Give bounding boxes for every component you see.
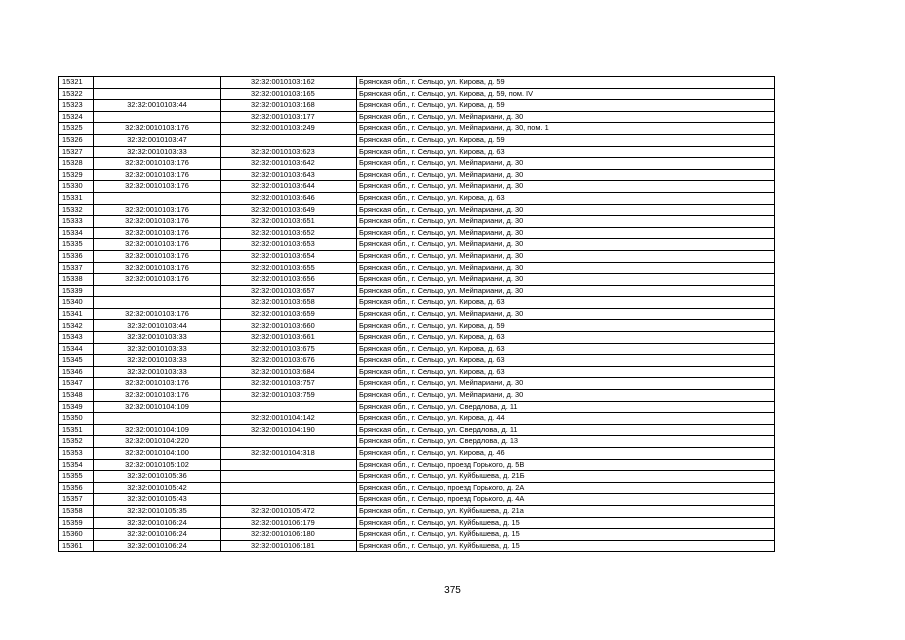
address-cell: Брянская обл., г. Сельцо, ул. Мейпариани, д. 30 bbox=[357, 390, 775, 402]
table-row bbox=[59, 77, 775, 89]
object-number-cell: 32:32:0010103:676 bbox=[221, 355, 357, 367]
row-number-cell: 15325 bbox=[59, 123, 94, 135]
address-cell: Брянская обл., г. Сельцо, ул. Кирова, д. 59 bbox=[357, 134, 775, 146]
parcel-number-cell: 32:32:0010103:176 bbox=[94, 216, 221, 228]
object-number-cell: 32:32:0010106:179 bbox=[221, 517, 357, 529]
parcel-number-cell: 32:32:0010105:102 bbox=[94, 459, 221, 471]
object-number-cell bbox=[221, 494, 357, 506]
page-number: 375 bbox=[444, 585, 461, 596]
parcel-number-cell bbox=[94, 77, 221, 89]
address-cell: Брянская обл., г. Сельцо, ул. Мейпариани, д. 30 bbox=[357, 285, 775, 297]
parcel-number-cell: 32:32:0010105:36 bbox=[94, 471, 221, 483]
address-cell: Брянская обл., г. Сельцо, ул. Кирова, д. 63 bbox=[357, 355, 775, 367]
row-number-cell: 15330 bbox=[59, 181, 94, 193]
object-number-cell: 32:32:0010103:177 bbox=[221, 111, 357, 123]
object-number-cell bbox=[221, 459, 357, 471]
parcel-number-cell: 32:32:0010103:44 bbox=[94, 320, 221, 332]
row-number-cell: 15337 bbox=[59, 262, 94, 274]
row-number-cell: 15335 bbox=[59, 239, 94, 251]
object-number-cell bbox=[221, 482, 357, 494]
table-row bbox=[59, 540, 775, 552]
table-row bbox=[59, 169, 775, 181]
row-number-cell: 15352 bbox=[59, 436, 94, 448]
address-cell: Брянская обл., г. Сельцо, ул. Мейпариани, д. 30 bbox=[357, 216, 775, 228]
address-cell: Брянская обл., г. Сельцо, ул. Мейпариани, д. 30 bbox=[357, 250, 775, 262]
table-row bbox=[59, 459, 775, 471]
table-row bbox=[59, 390, 775, 402]
parcel-number-cell: 32:32:0010103:176 bbox=[94, 262, 221, 274]
object-number-cell: 32:32:0010103:684 bbox=[221, 366, 357, 378]
row-number-cell: 15334 bbox=[59, 227, 94, 239]
row-number-cell: 15328 bbox=[59, 158, 94, 170]
cadastral-table bbox=[58, 76, 775, 552]
row-number-cell: 15359 bbox=[59, 517, 94, 529]
row-number-cell: 15327 bbox=[59, 146, 94, 158]
row-number-cell: 15342 bbox=[59, 320, 94, 332]
table-row bbox=[59, 332, 775, 344]
parcel-number-cell: 32:32:0010103:176 bbox=[94, 390, 221, 402]
object-number-cell: 32:32:0010103:649 bbox=[221, 204, 357, 216]
address-cell: Брянская обл., г. Сельцо, ул. Кирова, д. 59 bbox=[357, 320, 775, 332]
address-cell: Брянская обл., г. Сельцо, ул. Свердлова, д. 11 bbox=[357, 424, 775, 436]
row-number-cell: 15329 bbox=[59, 169, 94, 181]
row-number-cell: 15326 bbox=[59, 134, 94, 146]
parcel-number-cell: 32:32:0010106:24 bbox=[94, 540, 221, 552]
object-number-cell: 32:32:0010103:660 bbox=[221, 320, 357, 332]
row-number-cell: 15348 bbox=[59, 390, 94, 402]
table-row bbox=[59, 285, 775, 297]
row-number-cell: 15340 bbox=[59, 297, 94, 309]
object-number-cell: 32:32:0010103:653 bbox=[221, 239, 357, 251]
table-row bbox=[59, 88, 775, 100]
row-number-cell: 15350 bbox=[59, 413, 94, 425]
object-number-cell: 32:32:0010103:651 bbox=[221, 216, 357, 228]
address-cell: Брянская обл., г. Сельцо, ул. Мейпариани, д. 30 bbox=[357, 158, 775, 170]
table-row bbox=[59, 216, 775, 228]
object-number-cell: 32:32:0010103:759 bbox=[221, 390, 357, 402]
object-number-cell: 32:32:0010104:190 bbox=[221, 424, 357, 436]
address-cell: Брянская обл., г. Сельцо, ул. Кирова, д. 63 bbox=[357, 366, 775, 378]
object-number-cell: 32:32:0010103:659 bbox=[221, 308, 357, 320]
table-row bbox=[59, 297, 775, 309]
table-row bbox=[59, 123, 775, 135]
address-cell: Брянская обл., г. Сельцо, ул. Мейпариани, д. 30, пом. 1 bbox=[357, 123, 775, 135]
parcel-number-cell: 32:32:0010103:47 bbox=[94, 134, 221, 146]
object-number-cell: 32:32:0010103:652 bbox=[221, 227, 357, 239]
address-cell: Брянская обл., г. Сельцо, ул. Мейпариани, д. 30 bbox=[357, 227, 775, 239]
object-number-cell: 32:32:0010103:661 bbox=[221, 332, 357, 344]
address-cell: Брянская обл., г. Сельцо, ул. Мейпариани, д. 30 bbox=[357, 169, 775, 181]
address-cell: Брянская обл., г. Сельцо, ул. Кирова, д. 63 bbox=[357, 332, 775, 344]
parcel-number-cell: 32:32:0010105:42 bbox=[94, 482, 221, 494]
table-row bbox=[59, 239, 775, 251]
address-cell: Брянская обл., г. Сельцо, проезд Горького, д. 2А bbox=[357, 482, 775, 494]
parcel-number-cell: 32:32:0010104:109 bbox=[94, 424, 221, 436]
row-number-cell: 15321 bbox=[59, 77, 94, 89]
table-row bbox=[59, 262, 775, 274]
object-number-cell: 32:32:0010103:643 bbox=[221, 169, 357, 181]
object-number-cell: 32:32:0010103:658 bbox=[221, 297, 357, 309]
parcel-number-cell: 32:32:0010103:33 bbox=[94, 343, 221, 355]
parcel-number-cell: 32:32:0010103:33 bbox=[94, 332, 221, 344]
row-number-cell: 15346 bbox=[59, 366, 94, 378]
row-number-cell: 15355 bbox=[59, 471, 94, 483]
table-row bbox=[59, 111, 775, 123]
row-number-cell: 15344 bbox=[59, 343, 94, 355]
row-number-cell: 15358 bbox=[59, 505, 94, 517]
table-row bbox=[59, 308, 775, 320]
row-number-cell: 15333 bbox=[59, 216, 94, 228]
address-cell: Брянская обл., г. Сельцо, проезд Горького, д. 4А bbox=[357, 494, 775, 506]
parcel-number-cell: 32:32:0010103:176 bbox=[94, 169, 221, 181]
table-row bbox=[59, 471, 775, 483]
object-number-cell bbox=[221, 134, 357, 146]
row-number-cell: 15360 bbox=[59, 529, 94, 541]
parcel-number-cell: 32:32:0010104:100 bbox=[94, 448, 221, 460]
address-cell: Брянская обл., г. Сельцо, ул. Кирова, д. 59 bbox=[357, 100, 775, 112]
object-number-cell: 32:32:0010106:181 bbox=[221, 540, 357, 552]
table-row bbox=[59, 424, 775, 436]
table-row bbox=[59, 529, 775, 541]
address-cell: Брянская обл., г. Сельцо, ул. Куйбышева, д. 15 bbox=[357, 540, 775, 552]
object-number-cell: 32:32:0010104:142 bbox=[221, 413, 357, 425]
address-cell: Брянская обл., г. Сельцо, ул. Куйбышева, д. 15 bbox=[357, 529, 775, 541]
table-row bbox=[59, 448, 775, 460]
parcel-number-cell bbox=[94, 111, 221, 123]
parcel-number-cell: 32:32:0010103:176 bbox=[94, 308, 221, 320]
object-number-cell bbox=[221, 401, 357, 413]
parcel-number-cell: 32:32:0010105:43 bbox=[94, 494, 221, 506]
object-number-cell bbox=[221, 436, 357, 448]
row-number-cell: 15351 bbox=[59, 424, 94, 436]
address-cell: Брянская обл., г. Сельцо, ул. Кирова, д. 44 bbox=[357, 413, 775, 425]
address-cell: Брянская обл., г. Сельцо, ул. Кирова, д. 63 bbox=[357, 192, 775, 204]
address-cell: Брянская обл., г. Сельцо, ул. Мейпариани, д. 30 bbox=[357, 378, 775, 390]
object-number-cell: 32:32:0010103:644 bbox=[221, 181, 357, 193]
row-number-cell: 15336 bbox=[59, 250, 94, 262]
object-number-cell: 32:32:0010103:675 bbox=[221, 343, 357, 355]
table-row bbox=[59, 227, 775, 239]
address-cell: Брянская обл., г. Сельцо, ул. Куйбышева, д. 21а bbox=[357, 505, 775, 517]
table-row bbox=[59, 517, 775, 529]
object-number-cell: 32:32:0010103:623 bbox=[221, 146, 357, 158]
row-number-cell: 15341 bbox=[59, 308, 94, 320]
object-number-cell: 32:32:0010103:646 bbox=[221, 192, 357, 204]
address-cell: Брянская обл., г. Сельцо, ул. Мейпариани, д. 30 bbox=[357, 204, 775, 216]
table-row bbox=[59, 158, 775, 170]
parcel-number-cell bbox=[94, 413, 221, 425]
parcel-number-cell: 32:32:0010106:24 bbox=[94, 529, 221, 541]
row-number-cell: 15356 bbox=[59, 482, 94, 494]
row-number-cell: 15323 bbox=[59, 100, 94, 112]
parcel-number-cell: 32:32:0010103:176 bbox=[94, 250, 221, 262]
address-cell: Брянская обл., г. Сельцо, ул. Кирова, д. 63 bbox=[357, 343, 775, 355]
table-row bbox=[59, 494, 775, 506]
parcel-number-cell: 32:32:0010103:33 bbox=[94, 366, 221, 378]
parcel-number-cell: 32:32:0010104:220 bbox=[94, 436, 221, 448]
parcel-number-cell: 32:32:0010103:176 bbox=[94, 239, 221, 251]
object-number-cell: 32:32:0010105:472 bbox=[221, 505, 357, 517]
row-number-cell: 15353 bbox=[59, 448, 94, 460]
table-row bbox=[59, 146, 775, 158]
address-cell: Брянская обл., г. Сельцо, ул. Свердлова, д. 13 bbox=[357, 436, 775, 448]
table-row bbox=[59, 250, 775, 262]
table-row bbox=[59, 134, 775, 146]
table-row bbox=[59, 505, 775, 517]
parcel-number-cell: 32:32:0010103:33 bbox=[94, 146, 221, 158]
table-row bbox=[59, 436, 775, 448]
parcel-number-cell: 32:32:0010106:24 bbox=[94, 517, 221, 529]
object-number-cell: 32:32:0010103:168 bbox=[221, 100, 357, 112]
object-number-cell: 32:32:0010103:162 bbox=[221, 77, 357, 89]
address-cell: Брянская обл., г. Сельцо, ул. Кирова, д. 63 bbox=[357, 146, 775, 158]
table-row bbox=[59, 355, 775, 367]
parcel-number-cell bbox=[94, 192, 221, 204]
parcel-number-cell: 32:32:0010103:176 bbox=[94, 227, 221, 239]
parcel-number-cell bbox=[94, 285, 221, 297]
row-number-cell: 15331 bbox=[59, 192, 94, 204]
parcel-number-cell: 32:32:0010103:176 bbox=[94, 274, 221, 286]
object-number-cell: 32:32:0010103:657 bbox=[221, 285, 357, 297]
parcel-number-cell bbox=[94, 297, 221, 309]
address-cell: Брянская обл., г. Сельцо, ул. Свердлова, д. 11 bbox=[357, 401, 775, 413]
address-cell: Брянская обл., г. Сельцо, ул. Мейпариани, д. 30 bbox=[357, 111, 775, 123]
table-body bbox=[59, 77, 775, 552]
parcel-number-cell: 32:32:0010104:109 bbox=[94, 401, 221, 413]
parcel-number-cell: 32:32:0010103:176 bbox=[94, 181, 221, 193]
table-row bbox=[59, 378, 775, 390]
parcel-number-cell: 32:32:0010105:35 bbox=[94, 505, 221, 517]
table-row bbox=[59, 192, 775, 204]
address-cell: Брянская обл., г. Сельцо, ул. Кирова, д. 59 bbox=[357, 77, 775, 89]
table-row bbox=[59, 413, 775, 425]
table-row bbox=[59, 274, 775, 286]
table-row bbox=[59, 100, 775, 112]
object-number-cell: 32:32:0010106:180 bbox=[221, 529, 357, 541]
table-row bbox=[59, 343, 775, 355]
table-row bbox=[59, 204, 775, 216]
object-number-cell: 32:32:0010104:318 bbox=[221, 448, 357, 460]
parcel-number-cell: 32:32:0010103:176 bbox=[94, 378, 221, 390]
row-number-cell: 15354 bbox=[59, 459, 94, 471]
table-row bbox=[59, 366, 775, 378]
address-cell: Брянская обл., г. Сельцо, проезд Горького, д. 5В bbox=[357, 459, 775, 471]
object-number-cell: 32:32:0010103:757 bbox=[221, 378, 357, 390]
object-number-cell bbox=[221, 471, 357, 483]
row-number-cell: 15322 bbox=[59, 88, 94, 100]
parcel-number-cell bbox=[94, 88, 221, 100]
address-cell: Брянская обл., г. Сельцо, ул. Кирова, д. 59, пом. IV bbox=[357, 88, 775, 100]
row-number-cell: 15361 bbox=[59, 540, 94, 552]
parcel-number-cell: 32:32:0010103:176 bbox=[94, 204, 221, 216]
object-number-cell: 32:32:0010103:249 bbox=[221, 123, 357, 135]
address-cell: Брянская обл., г. Сельцо, ул. Куйбышева, д. 21Б bbox=[357, 471, 775, 483]
table-row bbox=[59, 320, 775, 332]
parcel-number-cell: 32:32:0010103:176 bbox=[94, 158, 221, 170]
address-cell: Брянская обл., г. Сельцо, ул. Мейпариани, д. 30 bbox=[357, 262, 775, 274]
address-cell: Брянская обл., г. Сельцо, ул. Мейпариани, д. 30 bbox=[357, 274, 775, 286]
row-number-cell: 15338 bbox=[59, 274, 94, 286]
object-number-cell: 32:32:0010103:642 bbox=[221, 158, 357, 170]
address-cell: Брянская обл., г. Сельцо, ул. Куйбышева, д. 15 bbox=[357, 517, 775, 529]
table-row bbox=[59, 482, 775, 494]
object-number-cell: 32:32:0010103:655 bbox=[221, 262, 357, 274]
row-number-cell: 15347 bbox=[59, 378, 94, 390]
table-row bbox=[59, 181, 775, 193]
row-number-cell: 15349 bbox=[59, 401, 94, 413]
address-cell: Брянская обл., г. Сельцо, ул. Мейпариани, д. 30 bbox=[357, 239, 775, 251]
object-number-cell: 32:32:0010103:654 bbox=[221, 250, 357, 262]
parcel-number-cell: 32:32:0010103:176 bbox=[94, 123, 221, 135]
object-number-cell: 32:32:0010103:165 bbox=[221, 88, 357, 100]
address-cell: Брянская обл., г. Сельцо, ул. Кирова, д. 63 bbox=[357, 297, 775, 309]
address-cell: Брянская обл., г. Сельцо, ул. Мейпариани, д. 30 bbox=[357, 308, 775, 320]
row-number-cell: 15332 bbox=[59, 204, 94, 216]
row-number-cell: 15357 bbox=[59, 494, 94, 506]
parcel-number-cell: 32:32:0010103:44 bbox=[94, 100, 221, 112]
object-number-cell: 32:32:0010103:656 bbox=[221, 274, 357, 286]
parcel-number-cell: 32:32:0010103:33 bbox=[94, 355, 221, 367]
row-number-cell: 15339 bbox=[59, 285, 94, 297]
table-row bbox=[59, 401, 775, 413]
row-number-cell: 15345 bbox=[59, 355, 94, 367]
row-number-cell: 15324 bbox=[59, 111, 94, 123]
row-number-cell: 15343 bbox=[59, 332, 94, 344]
address-cell: Брянская обл., г. Сельцо, ул. Кирова, д. 46 bbox=[357, 448, 775, 460]
address-cell: Брянская обл., г. Сельцо, ул. Мейпариани, д. 30 bbox=[357, 181, 775, 193]
